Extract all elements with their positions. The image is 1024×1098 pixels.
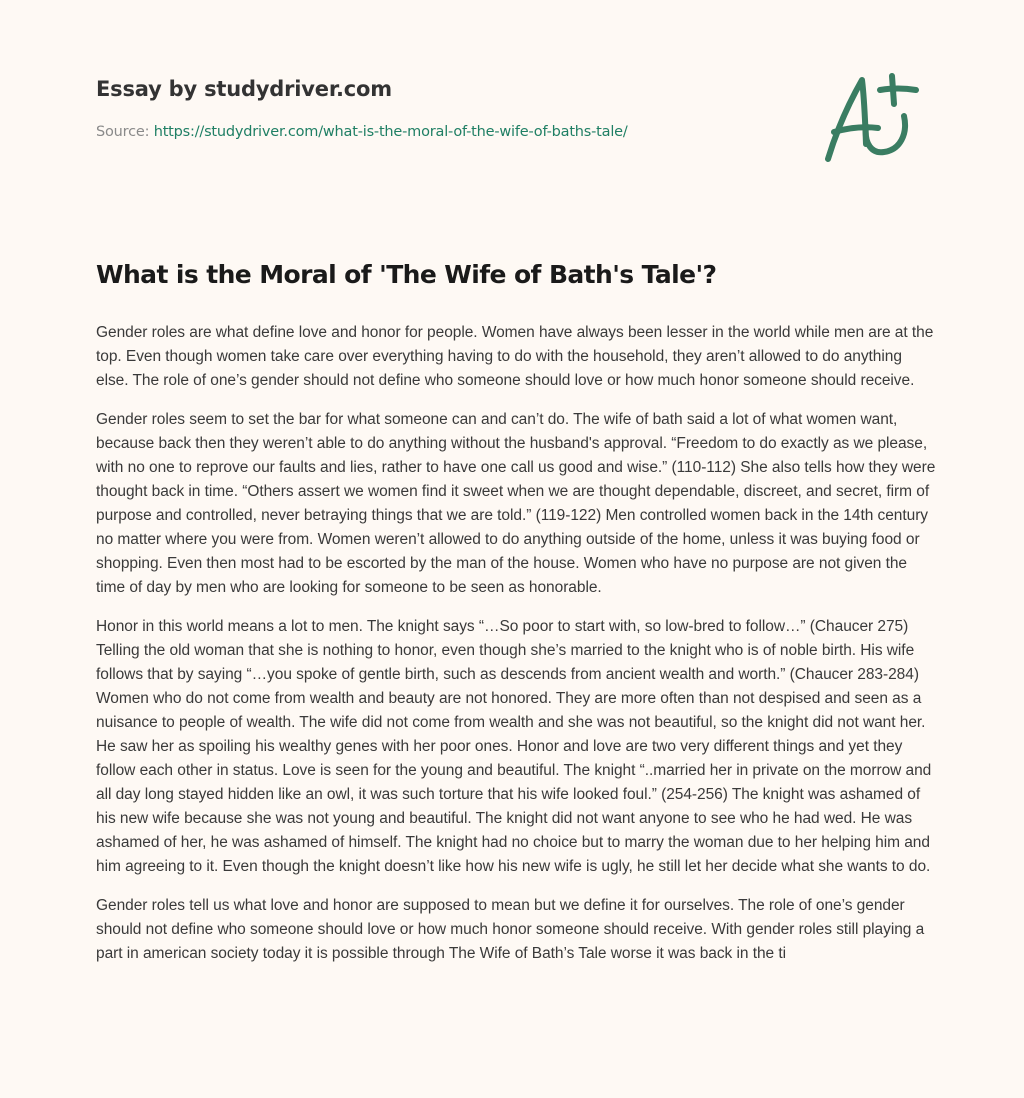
essay-paragraph: Gender roles seem to set the bar for what someone can and can’t do. The wife of bath said a lot of what women want, because back then they weren’t able to do anything without the husband's approval. “Freedom to do exactly as we please, with no one to reprove our faults and lies, rather to have one call us good and wise.” (110-112) She also tells how they were thought back in time. “Others assert we women find it sweet when we are thought dependable, discreet, and secret, firm of purpose and controlled, never betraying things that we are told.” (119-122) Men controlled women back in the 14th century no matter where you were from. Women weren’t allowed to do anything outside of the home, unless it was buying food or shopping. Even then most had to be escorted by the man of the house. Women who have no purpose are not given the time of day by men who are looking for someone to be seen as honorable.: [96, 411, 936, 596]
a-plus-logo-svg: [820, 66, 930, 166]
essay-content: [96, 255, 936, 981]
page-header: [96, 74, 796, 142]
a-plus-grade-icon: [820, 66, 930, 166]
essay-title: What is the Moral of 'The Wife of Bath's Tale'?: [96, 260, 717, 289]
source-line: [96, 122, 796, 142]
essay-paragraph: Gender roles tell us what love and honor are supposed to mean but we define it for ourselves. The role of one’s gender should not define who someone should love or how much honor someone should receive. With gender roles still playing a part in american society today it is possible through The Wife of Bath’s Tale worse it was back in the ti: [96, 897, 925, 962]
essay-paragraph: Gender roles are what define love and honor for people. Women have always been lesser in the world while men are at the top. Even though women take care over everything having to do with the household, they aren’t allowed to do anything else. The role of one’s gender should not define who someone should love or how much honor someone should receive.: [96, 324, 934, 389]
source-label: Source:: [96, 124, 154, 140]
essay-paragraph: Honor in this world means a lot to men. The knight says “…So poor to start with, so low-bred to follow…” (Chaucer 275) Telling the old woman that she is nothing to honor, even though she’s married to the knight who is of noble birth. His wife follows that by saying “…you spoke of gentle birth, such as descends from ancient wealth and worth.” (Chaucer 283-284) Women who do not come from wealth and beauty are not honored. They are more often than not despised and seen as a nuisance to people of wealth. The wife did not come from wealth and she was not beautiful, so the knight did not want her. He saw her as spoiling his wealthy genes with her poor ones. Honor and love are two very different things and yet they follow each other in status. Love is seen for the young and beautiful. The knight “..married her in private on the morrow and all day long stayed hidden like an owl, it was such torture that his wife looked foul.” (254-256) The knight was ashamed of his new wife because she was not young and beautiful. The knight did not want anyone to see who he had wed. He was ashamed of her, he was ashamed of himself. The knight had no choice but to marry the woman due to her helping him and him agreeing to it. Even though the knight doesn’t like how his new wife is ugly, he still let her decide what she wants to do.: [96, 618, 932, 875]
site-title: Essay by studydriver.com: [96, 77, 392, 101]
source-link[interactable]: https://studydriver.com/what-is-the-moral-of-the-wife-of-baths-tale/: [153, 124, 628, 140]
